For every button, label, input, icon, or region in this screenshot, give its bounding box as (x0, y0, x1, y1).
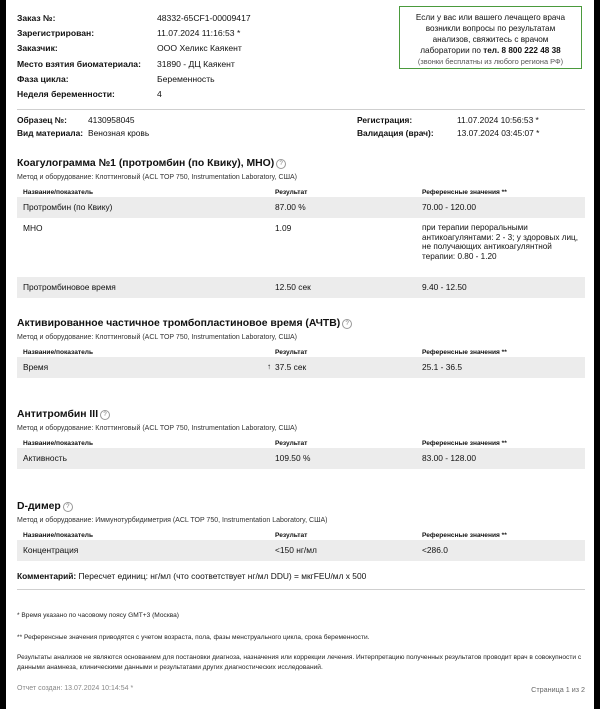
cycle-phase-row: Фаза цикла: Беременность (17, 73, 215, 84)
footnote-reference: ** Референсные значения приводятся с учетом возраста, пола, фазы менструального цикла, срока беременности. (17, 634, 370, 641)
section-title: Коагулограмма №1 (протромбин (по Квику), МНО) (17, 158, 275, 169)
sample-info: Образец №: 4130958045 Регистрация: 11.07.2024 10:56:53 * Вид материала: Венозная кровь Валидация (врач): 13.07.2024 03:45:07 * (17, 114, 540, 139)
section-title: D-димер (17, 501, 61, 512)
help-icon[interactable]: ? (276, 159, 286, 169)
table-header: Название/показатель Результат Референсные значения ** (23, 349, 507, 356)
registered-row: Зарегистрирован: 11.07.2024 11:16:53 * (17, 27, 241, 38)
table-row: Активность 109.50 % 83.00 - 128.00 (17, 448, 585, 469)
section-method: Метод и оборудование: Иммунотурбидиметрия (ACL TOP 750, Instrumentation Laboratory, США) (17, 517, 328, 524)
divider (17, 589, 585, 590)
order-header (17, 10, 397, 102)
section-aptt (17, 318, 585, 378)
table-header: Название/показатель Результат Референсные значения ** (23, 440, 507, 447)
customer-row: Заказчик: ООО Хеликс Каякент (17, 43, 242, 54)
section-method: Метод и оборудование: Клоттинговый (ACL TOP 750, Instrumentation Laboratory, США) (17, 334, 297, 341)
doctor-contact-box: Если у вас или вашего лечащего врача возникли вопросы по результатам анализов, свяжитесь с врачом лаборатории по тел. 8 800 222 48 38 (звонки бесплатны из любого региона РФ) (399, 6, 582, 69)
help-icon[interactable]: ? (342, 319, 352, 329)
help-icon[interactable]: ? (100, 410, 110, 420)
section-title: Активированное частичное тромбопластиновое время (АЧТВ) (17, 318, 341, 329)
table-row: Протромбиновое время 12.50 сек 9.40 - 12.50 (17, 277, 585, 298)
footnote-time: * Время указано по часовому поясу GMT+3 (Москва) (17, 612, 179, 619)
help-icon[interactable]: ? (63, 502, 73, 512)
contact-phone: тел. 8 800 222 48 38 (483, 46, 561, 55)
table-row: Время ↑ 37.5 сек 25.1 - 36.5 (17, 357, 585, 378)
divider (17, 109, 585, 110)
material-type: Венозная кровь (88, 128, 150, 139)
report-created: Отчет создан: 13.07.2024 10:14:54 * (17, 685, 134, 692)
sampling-place-row: Место взятия биоматериала: 31890 - ДЦ Каякент (17, 58, 235, 69)
sample-number: 4130958045 (88, 114, 135, 125)
registration-time: 11.07.2024 10:56:53 * (457, 114, 539, 125)
section-title: Антитромбин III (17, 409, 99, 420)
table-row: Протромбин (по Квику) 87.00 % 70.00 - 120.00 (17, 197, 585, 218)
section-coagulogram (17, 158, 585, 298)
table-row: Концентрация <150 нг/мл <286.0 (17, 540, 585, 561)
footnote-disclaimer: Результаты анализов не являются основанием для постановки диагноза, назначения или коррекции лечения. Интерпретацию полученных результатов проводит врач в совокупности с данными анамнеза, клиническими данными и результатами других диагностических исследований. (17, 654, 582, 671)
comment: Комментарий: Пересчет единиц: нг/мл (что соответствует нг/мл DDU) = мкгFEU/мл х 500 (17, 571, 367, 581)
section-d-dimer (17, 501, 585, 561)
section-method: Метод и оборудование: Клоттинговый (ACL TOP 750, Instrumentation Laboratory, США) (17, 425, 297, 432)
table-header: Название/показатель Результат Референсные значения ** (23, 189, 507, 196)
arrow-up-icon: ↑ (267, 362, 271, 371)
pregnancy-week-row: Неделя беременности: 4 (17, 89, 162, 100)
order-number-row: Заказ №: 48332-65CF1-00009417 (17, 12, 251, 23)
section-antithrombin (17, 409, 585, 469)
validation-time: 13.07.2024 03:45:07 * (457, 128, 540, 139)
table-row: МНО 1.09 при терапии пероральными антикоагулянтами: 2 - 3; у здоровых лиц, не получающих антикоагулянтной терапии: 0.80 - 1.20 (23, 223, 579, 261)
report-page (6, 0, 594, 709)
table-header: Название/показатель Результат Референсные значения ** (23, 532, 507, 539)
section-method: Метод и оборудование: Клоттинговый (ACL TOP 750, Instrumentation Laboratory, США) (17, 174, 297, 181)
page-number: Страница 1 из 2 (531, 685, 585, 694)
